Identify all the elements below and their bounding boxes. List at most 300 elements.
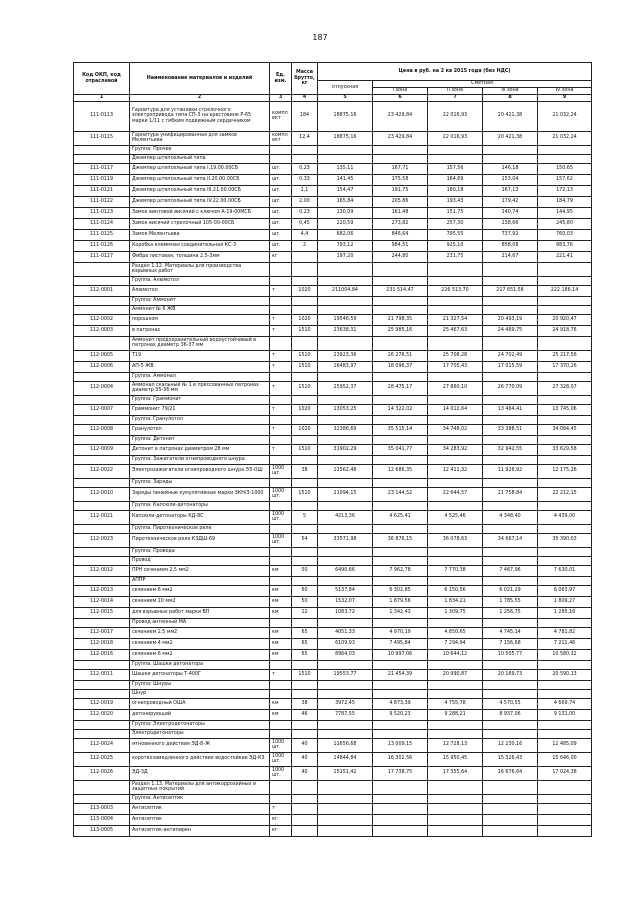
row-price-zone-3: 153,04 bbox=[483, 174, 538, 185]
empty-cell bbox=[318, 689, 373, 698]
table-row bbox=[74, 638, 592, 649]
row-mass: 0,33 bbox=[292, 174, 318, 185]
row-unit: шт. bbox=[270, 163, 292, 174]
empty-cell bbox=[270, 415, 292, 424]
row-code: 111-0115 bbox=[74, 131, 130, 145]
row-code-empty bbox=[74, 720, 130, 729]
row-code: 111-0121 bbox=[74, 185, 130, 196]
empty-cell bbox=[292, 780, 318, 794]
row-price-zone-4: 21 032,24 bbox=[538, 101, 592, 131]
row-unit: т bbox=[270, 803, 292, 814]
row-price-zone-4: 10 580,32 bbox=[538, 649, 592, 660]
subgroup-row bbox=[74, 556, 592, 565]
row-price-zone-4: 245,80 bbox=[538, 218, 592, 229]
empty-cell bbox=[292, 660, 318, 669]
row-price-zone-3: 16 676,64 bbox=[483, 766, 538, 780]
row-name: в патронах bbox=[130, 325, 270, 336]
row-price-zone-2: 34 283,92 bbox=[428, 444, 483, 455]
table-header bbox=[74, 63, 592, 102]
subgroup-title: Провод bbox=[130, 556, 270, 565]
row-mass: 1510 bbox=[292, 325, 318, 336]
empty-cell bbox=[318, 455, 373, 464]
empty-cell bbox=[483, 455, 538, 464]
row-mass: 1510 bbox=[292, 487, 318, 501]
row-code: 112-0001 bbox=[74, 285, 130, 296]
empty-cell bbox=[428, 296, 483, 305]
row-price-zone-1: 35 515,14 bbox=[373, 424, 428, 435]
row-price-release: 23923,36 bbox=[318, 350, 373, 361]
row-price-zone-4: 150,65 bbox=[538, 163, 592, 174]
row-price-zone-2: 36 078,63 bbox=[428, 533, 483, 547]
empty-cell bbox=[318, 547, 373, 556]
row-price-zone-4: 35 390,03 bbox=[538, 533, 592, 547]
row-code: 112-0017 bbox=[74, 627, 130, 638]
row-price-zone-3: 12 230,16 bbox=[483, 738, 538, 752]
empty-cell bbox=[428, 618, 483, 627]
row-price-release: 21094,15 bbox=[318, 487, 373, 501]
row-price-release: 1083,72 bbox=[318, 607, 373, 618]
row-price-zone-2: 22 016,93 bbox=[428, 101, 483, 131]
row-price-zone-4: 33 629,58 bbox=[538, 444, 592, 455]
empty-cell bbox=[538, 729, 592, 738]
empty-cell bbox=[483, 618, 538, 627]
empty-cell bbox=[270, 372, 292, 381]
row-name: сечением 6 мм2 bbox=[130, 649, 270, 660]
empty-cell bbox=[270, 262, 292, 276]
empty-cell bbox=[318, 415, 373, 424]
empty-cell bbox=[318, 296, 373, 305]
row-mass: 50 bbox=[292, 565, 318, 576]
row-price-release: 31902,29 bbox=[318, 444, 373, 455]
row-price-zone-4: 27 328,07 bbox=[538, 381, 592, 395]
row-price-release: 19546,59 bbox=[318, 314, 373, 325]
row-unit: шт. bbox=[270, 174, 292, 185]
row-price-zone-2: 257,30 bbox=[428, 218, 483, 229]
table-row bbox=[74, 424, 592, 435]
row-code: 113-0005 bbox=[74, 825, 130, 836]
row-price-zone-2 bbox=[428, 803, 483, 814]
empty-cell bbox=[373, 547, 428, 556]
empty-cell bbox=[373, 395, 428, 404]
row-price-zone-4: 21 032,24 bbox=[538, 131, 592, 145]
subgroup-title: Провод антенный МА bbox=[130, 618, 270, 627]
row-price-zone-1: 21 798,35 bbox=[373, 314, 428, 325]
row-price-zone-1 bbox=[373, 814, 428, 825]
row-code: 111-0125 bbox=[74, 229, 130, 240]
empty-cell bbox=[483, 395, 538, 404]
row-price-zone-1: 13 009,15 bbox=[373, 738, 428, 752]
subgroup-row bbox=[74, 729, 592, 738]
row-price-zone-4: 13 745,06 bbox=[538, 404, 592, 415]
row-price-zone-4: 15 646,00 bbox=[538, 752, 592, 766]
empty-cell bbox=[292, 145, 318, 154]
row-code: 112-0016 bbox=[74, 649, 130, 660]
row-price-zone-3: 179,42 bbox=[483, 196, 538, 207]
empty-cell bbox=[483, 145, 538, 154]
empty-cell bbox=[318, 618, 373, 627]
table-row bbox=[74, 101, 592, 131]
row-price-zone-2: 22 644,57 bbox=[428, 487, 483, 501]
empty-cell bbox=[483, 478, 538, 487]
table-row bbox=[74, 207, 592, 218]
row-mass: 2 bbox=[292, 240, 318, 251]
row-code: 112-0022 bbox=[74, 464, 130, 478]
empty-cell bbox=[318, 680, 373, 689]
table-row bbox=[74, 185, 592, 196]
empty-cell bbox=[428, 154, 483, 163]
row-code-empty bbox=[74, 794, 130, 803]
row-code: 112-0013 bbox=[74, 585, 130, 596]
row-unit: км bbox=[270, 596, 292, 607]
empty-cell bbox=[483, 415, 538, 424]
row-price-zone-2: 12 412,32 bbox=[428, 464, 483, 478]
table-row bbox=[74, 350, 592, 361]
table-row bbox=[74, 404, 592, 415]
empty-cell bbox=[483, 336, 538, 350]
row-price-zone-4: 20 920,47 bbox=[538, 314, 592, 325]
empty-cell bbox=[373, 794, 428, 803]
row-price-zone-1: 35 041,77 bbox=[373, 444, 428, 455]
row-price-zone-2: 17 705,43 bbox=[428, 361, 483, 372]
empty-cell bbox=[292, 262, 318, 276]
empty-cell bbox=[373, 660, 428, 669]
header-column-number: 2 bbox=[130, 95, 270, 102]
group-row bbox=[74, 145, 592, 154]
row-name: порошком bbox=[130, 314, 270, 325]
row-price-zone-3: 1 785,55 bbox=[483, 596, 538, 607]
empty-cell bbox=[538, 372, 592, 381]
row-code-empty bbox=[74, 556, 130, 565]
empty-cell bbox=[373, 689, 428, 698]
empty-cell bbox=[483, 556, 538, 565]
group-title: Группа: Аммонит bbox=[130, 296, 270, 305]
row-price-zone-4: 9 131,00 bbox=[538, 709, 592, 720]
row-code: 112-0003 bbox=[74, 325, 130, 336]
empty-cell bbox=[538, 501, 592, 510]
group-row bbox=[74, 296, 592, 305]
row-unit: кг bbox=[270, 814, 292, 825]
row-price-zone-2: 9 288,21 bbox=[428, 709, 483, 720]
group-title: Группа: Прочее bbox=[130, 145, 270, 154]
empty-cell bbox=[538, 618, 592, 627]
table-row bbox=[74, 381, 592, 395]
row-mass: 65 bbox=[292, 627, 318, 638]
row-mass: 184 bbox=[292, 101, 318, 131]
row-price-zone-1: 273,82 bbox=[373, 218, 428, 229]
empty-cell bbox=[428, 729, 483, 738]
row-unit: км bbox=[270, 627, 292, 638]
row-code-empty bbox=[74, 729, 130, 738]
row-price-zone-4: 12 485,09 bbox=[538, 738, 592, 752]
row-price-zone-3: 8 937,06 bbox=[483, 709, 538, 720]
row-price-zone-1: 10 997,06 bbox=[373, 649, 428, 660]
group-title: Группа: Капсюли-детонаторы bbox=[130, 501, 270, 510]
row-price-release: 7787,55 bbox=[318, 709, 373, 720]
row-mass: 1510 bbox=[292, 444, 318, 455]
empty-cell bbox=[483, 305, 538, 314]
row-price-zone-1: 9 520,23 bbox=[373, 709, 428, 720]
row-code: 112-0014 bbox=[74, 596, 130, 607]
empty-cell bbox=[318, 478, 373, 487]
table-row bbox=[74, 585, 592, 596]
group-title: Группа: Гранулотол bbox=[130, 415, 270, 424]
row-price-zone-2: 27 860,10 bbox=[428, 381, 483, 395]
row-price-zone-1: 12 686,35 bbox=[373, 464, 428, 478]
header-column-number: 9 bbox=[538, 95, 592, 102]
row-code-empty bbox=[74, 336, 130, 350]
row-price-zone-4: 1 285,16 bbox=[538, 607, 592, 618]
row-code: 112-0024 bbox=[74, 738, 130, 752]
row-unit: т bbox=[270, 424, 292, 435]
row-price-zone-1: 6 302,85 bbox=[373, 585, 428, 596]
row-price-zone-1: 28 475,17 bbox=[373, 381, 428, 395]
empty-cell bbox=[292, 455, 318, 464]
row-code-empty bbox=[74, 680, 130, 689]
row-name: Замок висячий стрелочный 105-00-00СБ bbox=[130, 218, 270, 229]
header-estimate: Сметная bbox=[373, 81, 592, 88]
row-price-release: 6490,66 bbox=[318, 565, 373, 576]
row-price-zone-3: 26 770,09 bbox=[483, 381, 538, 395]
table-row bbox=[74, 510, 592, 524]
table-row bbox=[74, 196, 592, 207]
group-row bbox=[74, 680, 592, 689]
table-row bbox=[74, 627, 592, 638]
row-price-zone-1: 21 454,39 bbox=[373, 669, 428, 680]
row-price-zone-1: 205,86 bbox=[373, 196, 428, 207]
row-price-zone-4 bbox=[538, 825, 592, 836]
empty-cell bbox=[373, 780, 428, 794]
row-unit: 1000 шт. bbox=[270, 752, 292, 766]
row-price-zone-2: 193,43 bbox=[428, 196, 483, 207]
row-price-zone-1: 4 873,39 bbox=[373, 698, 428, 709]
row-code: 112-0025 bbox=[74, 752, 130, 766]
table-row bbox=[74, 487, 592, 501]
row-unit: шт. bbox=[270, 229, 292, 240]
empty-cell bbox=[428, 435, 483, 444]
row-price-zone-4: 17 370,26 bbox=[538, 361, 592, 372]
row-code: 111-0117 bbox=[74, 163, 130, 174]
empty-cell bbox=[270, 720, 292, 729]
row-name: Джемпер штепсельный типа II.20.00.00СБ bbox=[130, 174, 270, 185]
empty-cell bbox=[538, 576, 592, 585]
row-unit: км bbox=[270, 638, 292, 649]
subgroup-row bbox=[74, 618, 592, 627]
row-mass: 40 bbox=[292, 738, 318, 752]
row-price-zone-3: 6 021,29 bbox=[483, 585, 538, 596]
empty-cell bbox=[373, 296, 428, 305]
row-price-zone-2: 157,56 bbox=[428, 163, 483, 174]
row-price-release: 211004,84 bbox=[318, 285, 373, 296]
row-price-release: 6109,93 bbox=[318, 638, 373, 649]
row-price-release: 682,06 bbox=[318, 229, 373, 240]
row-price-release: 130,09 bbox=[318, 207, 373, 218]
empty-cell bbox=[270, 395, 292, 404]
table-row bbox=[74, 649, 592, 660]
row-price-zone-2: 20 990,87 bbox=[428, 669, 483, 680]
row-unit: т bbox=[270, 361, 292, 372]
row-code: 112-0018 bbox=[74, 638, 130, 649]
row-price-zone-4: 4 439,00 bbox=[538, 510, 592, 524]
row-code: 112-0007 bbox=[74, 404, 130, 415]
subgroup-row bbox=[74, 576, 592, 585]
row-name: ПРН сечением 2,5 мм2 bbox=[130, 565, 270, 576]
row-price-release: 11562,48 bbox=[318, 464, 373, 478]
row-name: Гарнитура унифицированная для замков Мелентьева bbox=[130, 131, 270, 145]
row-code: 112-0008 bbox=[74, 424, 130, 435]
row-code: 113-0003 bbox=[74, 803, 130, 814]
row-mass: 50 bbox=[292, 596, 318, 607]
row-price-release bbox=[318, 825, 373, 836]
empty-cell bbox=[270, 547, 292, 556]
row-name: АП-5 ЖВ bbox=[130, 361, 270, 372]
row-code: 111-0127 bbox=[74, 251, 130, 262]
header-zone-4: IV зона bbox=[538, 88, 592, 95]
row-name: Джемпер штепсельный типа III.21.00.00СБ bbox=[130, 185, 270, 196]
empty-cell bbox=[538, 305, 592, 314]
row-price-zone-4: 157,62 bbox=[538, 174, 592, 185]
row-price-zone-4: 20 590,13 bbox=[538, 669, 592, 680]
row-mass: 0,23 bbox=[292, 163, 318, 174]
row-price-zone-3: 11 926,92 bbox=[483, 464, 538, 478]
row-price-release: 197,20 bbox=[318, 251, 373, 262]
empty-cell bbox=[318, 720, 373, 729]
group-title: Группа: Пиротехническое реле bbox=[130, 524, 270, 533]
row-mass: 1510 bbox=[292, 350, 318, 361]
empty-cell bbox=[428, 372, 483, 381]
table-row bbox=[74, 444, 592, 455]
row-price-release: 793,12 bbox=[318, 240, 373, 251]
empty-cell bbox=[270, 524, 292, 533]
row-code: 112-0011 bbox=[74, 669, 130, 680]
group-row bbox=[74, 524, 592, 533]
row-mass: 40 bbox=[292, 752, 318, 766]
table-row bbox=[74, 174, 592, 185]
row-mass: 65 bbox=[292, 649, 318, 660]
empty-cell bbox=[318, 372, 373, 381]
row-code-empty bbox=[74, 415, 130, 424]
row-price-zone-3: 20 169,73 bbox=[483, 669, 538, 680]
group-row bbox=[74, 415, 592, 424]
row-price-release: 11656,68 bbox=[318, 738, 373, 752]
empty-cell bbox=[292, 689, 318, 698]
group-title: Группа: Алюмотол bbox=[130, 276, 270, 285]
row-mass: 0,45 bbox=[292, 218, 318, 229]
row-unit: т bbox=[270, 314, 292, 325]
header-zone-3: III зона bbox=[483, 88, 538, 95]
row-name: Электрозажигатели огнепроводного шнура ЭЗ-ОШ bbox=[130, 464, 270, 478]
row-price-release: 14844,84 bbox=[318, 752, 373, 766]
row-price-release: 33571,98 bbox=[318, 533, 373, 547]
empty-cell bbox=[318, 524, 373, 533]
row-unit: км bbox=[270, 565, 292, 576]
row-mass: 4,4 bbox=[292, 229, 318, 240]
subgroup-row bbox=[74, 154, 592, 163]
empty-cell bbox=[270, 660, 292, 669]
row-price-zone-3: 10 505,77 bbox=[483, 649, 538, 660]
subgroup-title: Джемпер штепсельный типа bbox=[130, 154, 270, 163]
row-name: для взрывных работ марки ВП bbox=[130, 607, 270, 618]
row-unit: км bbox=[270, 709, 292, 720]
empty-cell bbox=[428, 720, 483, 729]
row-price-zone-3: 858,08 bbox=[483, 240, 538, 251]
row-price-zone-3: 238,66 bbox=[483, 218, 538, 229]
row-code: 112-0015 bbox=[74, 607, 130, 618]
group-title: Группа: Зажигатели огнепроводного шнура bbox=[130, 455, 270, 464]
row-price-zone-2: 22 016,93 bbox=[428, 131, 483, 145]
empty-cell bbox=[483, 576, 538, 585]
subgroup-title: Электродетонаторы bbox=[130, 729, 270, 738]
row-name: короткозамедленного действия водостойкие ЭД-КЗ bbox=[130, 752, 270, 766]
row-mass: 1510 bbox=[292, 361, 318, 372]
empty-cell bbox=[318, 501, 373, 510]
row-mass: 1020 bbox=[292, 404, 318, 415]
empty-cell bbox=[428, 547, 483, 556]
row-name: ЭД-3Д bbox=[130, 766, 270, 780]
empty-cell bbox=[538, 720, 592, 729]
row-price-zone-2: 34 748,02 bbox=[428, 424, 483, 435]
row-price-release: 23638,31 bbox=[318, 325, 373, 336]
empty-cell bbox=[428, 415, 483, 424]
empty-cell bbox=[318, 729, 373, 738]
row-unit: км bbox=[270, 698, 292, 709]
table-row bbox=[74, 314, 592, 325]
empty-cell bbox=[270, 556, 292, 565]
row-price-zone-4: 184,79 bbox=[538, 196, 592, 207]
empty-cell bbox=[318, 145, 373, 154]
empty-cell bbox=[292, 794, 318, 803]
group-row bbox=[74, 794, 592, 803]
empty-cell bbox=[270, 276, 292, 285]
empty-cell bbox=[538, 689, 592, 698]
row-price-zone-1: 25 985,16 bbox=[373, 325, 428, 336]
row-price-zone-1: 14 322,02 bbox=[373, 404, 428, 415]
empty-cell bbox=[538, 145, 592, 154]
empty-cell bbox=[270, 145, 292, 154]
row-code: 112-0005 bbox=[74, 350, 130, 361]
empty-cell bbox=[538, 680, 592, 689]
row-code: 111-0122 bbox=[74, 196, 130, 207]
row-price-zone-3: 15 326,43 bbox=[483, 752, 538, 766]
empty-cell bbox=[318, 780, 373, 794]
row-unit: 1000 шт. bbox=[270, 487, 292, 501]
group-row bbox=[74, 547, 592, 556]
row-price-zone-2: 25 708,28 bbox=[428, 350, 483, 361]
table-row bbox=[74, 669, 592, 680]
row-code: 112-0012 bbox=[74, 565, 130, 576]
row-code-empty bbox=[74, 501, 130, 510]
header-column-number: 7 bbox=[428, 95, 483, 102]
empty-cell bbox=[428, 576, 483, 585]
empty-cell bbox=[318, 660, 373, 669]
row-name: Детонит в патронах диаметром 28 мм bbox=[130, 444, 270, 455]
header-column-number: 5 bbox=[318, 95, 373, 102]
row-unit: 1000 шт. bbox=[270, 738, 292, 752]
row-price-zone-1: 18 096,37 bbox=[373, 361, 428, 372]
row-code-empty bbox=[74, 296, 130, 305]
table-row bbox=[74, 131, 592, 145]
row-mass: 1020 bbox=[292, 285, 318, 296]
table-row bbox=[74, 229, 592, 240]
header-mass: Масса брутто, кг bbox=[292, 63, 318, 95]
group-title: Группа: Заряды bbox=[130, 478, 270, 487]
row-price-zone-3 bbox=[483, 803, 538, 814]
table-row bbox=[74, 285, 592, 296]
empty-cell bbox=[373, 262, 428, 276]
empty-cell bbox=[538, 660, 592, 669]
group-row bbox=[74, 501, 592, 510]
row-price-release: 15151,42 bbox=[318, 766, 373, 780]
row-mass: 1,1 bbox=[292, 185, 318, 196]
